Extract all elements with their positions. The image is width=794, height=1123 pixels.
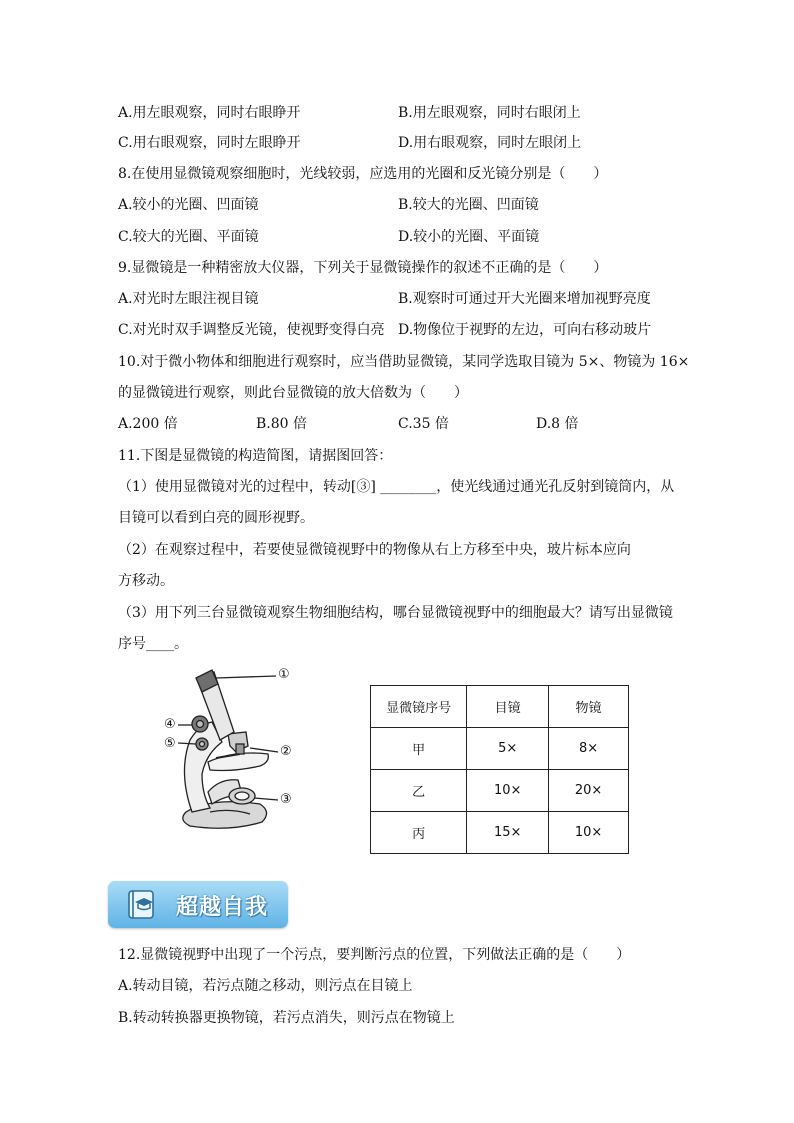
q11-part3-line1: （3）用下列三台显微镜观察生物细胞结构，哪台显微镜视野中的细胞最大？请写出显微镜 <box>118 605 673 621</box>
table-cell: 乙 <box>371 770 467 812</box>
q11-part2-line1: （2）在观察过程中，若要使显微镜视野中的物像从右上方移至中央，玻片标本应向 <box>118 542 631 558</box>
q7-option-d: D.用右眼观察，同时左眼闭上 <box>398 135 582 151</box>
label-3-mirror: ③ <box>280 792 292 807</box>
table-cell: 10× <box>549 812 629 854</box>
q11-part1-line1: （1）使用显微镜对光的过程中，转动[③] ________，使光线通过通光孔反射到镜筒内，从 <box>118 479 675 495</box>
q9-option-c: C.对光时双手调整反光镜，使视野变得白亮 <box>118 322 385 338</box>
q8-option-d: D.较小的光圈、平面镜 <box>398 229 540 245</box>
q10-option-a: A.200 倍 <box>118 416 178 432</box>
section-title: 超越自我 <box>176 895 269 920</box>
q10-option-c: C.35 倍 <box>398 416 449 432</box>
table-cell: 甲 <box>371 728 467 770</box>
microscope-table <box>370 685 629 854</box>
q7-option-b: B.用左眼观察，同时右眼闭上 <box>398 105 581 121</box>
q8-stem: 8.在使用显微镜观察细胞时，光线较弱，应选用的光圈和反光镜分别是（ ） <box>118 166 608 182</box>
q11-part2-line2: 方移动。 <box>118 573 174 589</box>
q9-option-a: A.对光时左眼注视目镜 <box>118 291 259 307</box>
q11-part3-line2: 序号____。 <box>118 636 188 652</box>
q10-option-d: D.8 倍 <box>536 416 579 432</box>
table-header-cell: 显微镜序号 <box>371 686 467 728</box>
label-1-eyepiece: ① <box>278 667 290 682</box>
table-cell: 5× <box>467 728 549 770</box>
q9-stem: 9.显微镜是一种精密放大仪器，下列关于显微镜操作的叙述不正确的是（ ） <box>118 260 608 276</box>
q12-stem: 12.显微镜视野中出现了一个污点，要判断污点的位置，下列做法正确的是（ ） <box>118 947 631 963</box>
table-header-row <box>371 686 629 728</box>
q10-option-b: B.80 倍 <box>256 416 308 432</box>
q7-option-c: C.用右眼观察，同时左眼睁开 <box>118 135 301 151</box>
label-5-fine-adjuster: ⑤ <box>164 736 176 751</box>
table-cell: 20× <box>549 770 629 812</box>
q8-option-c: C.较大的光圈、平面镜 <box>118 229 259 245</box>
table-header-cell: 物镜 <box>549 686 629 728</box>
q10-stem-line2: 的显微镜进行观察，则此台显微镜的放大倍数为（ ） <box>118 385 468 401</box>
table-row <box>371 728 629 770</box>
table-row <box>371 770 629 812</box>
section-banner <box>108 881 288 928</box>
label-4-coarse-adjuster: ④ <box>164 717 176 732</box>
table-row <box>371 812 629 854</box>
q12-option-b: B.转动转换器更换物镜，若污点消失，则污点在物镜上 <box>118 1010 455 1026</box>
q12-option-a: A.转动目镜，若污点随之移动，则污点在目镜上 <box>118 978 413 994</box>
q7-option-a: A.用左眼观察，同时右眼睁开 <box>118 105 301 121</box>
table-cell: 丙 <box>371 812 467 854</box>
table-cell: 10× <box>467 770 549 812</box>
q11-part1-line2: 目镜可以看到白亮的圆形视野。 <box>118 510 314 526</box>
table-cell: 8× <box>549 728 629 770</box>
table-header-cell: 目镜 <box>467 686 549 728</box>
q9-option-b: B.观察时可通过开大光圈来增加视野亮度 <box>398 291 651 307</box>
label-2-objective: ② <box>280 744 292 759</box>
q11-stem: 11.下图是显微镜的构造简图，请据图回答： <box>118 448 393 464</box>
q10-stem-line1: 10.对于微小物体和细胞进行观察时，应当借助显微镜，某同学选取目镜为 5×、物镜为 16× <box>118 354 690 370</box>
book-graduation-cap-icon <box>124 888 158 921</box>
q9-option-d: D.物像位于视野的左边，可向右移动玻片 <box>398 322 652 338</box>
q8-option-b: B.较大的光圈、凹面镜 <box>398 197 539 213</box>
table-cell: 15× <box>467 812 549 854</box>
q8-option-a: A.较小的光圈、凹面镜 <box>118 197 259 213</box>
